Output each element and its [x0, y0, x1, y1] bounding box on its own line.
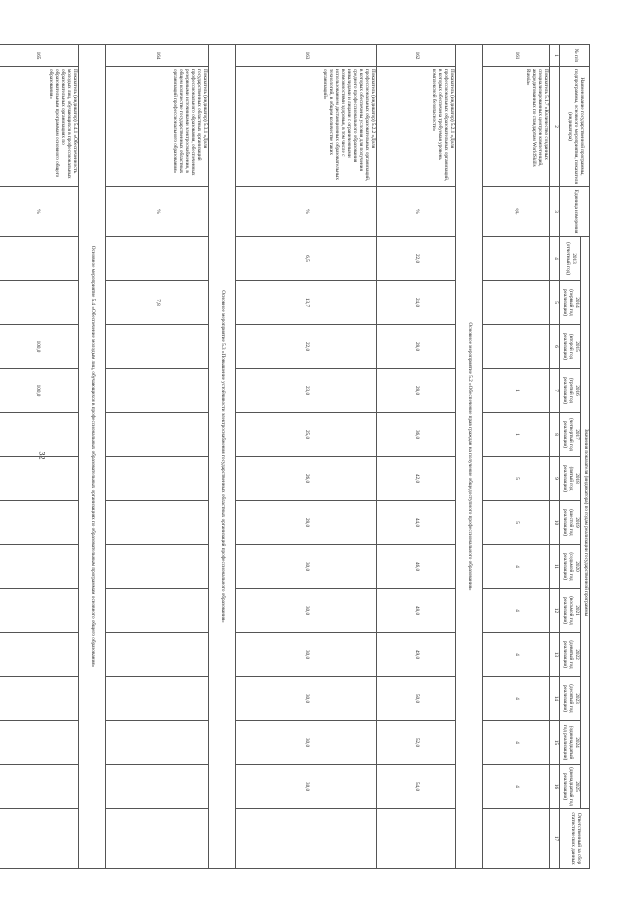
indicator-table: [0, 44, 590, 869]
indicator-value: 30,0: [236, 677, 377, 721]
indicator-value: [0, 281, 79, 325]
year-label: 2015: [574, 341, 581, 352]
indicator-value: 36,0: [377, 413, 456, 457]
column-number: 13: [550, 633, 560, 677]
year-note: (седьмой год реализации): [562, 552, 575, 581]
col-header-values-group: Значения показателя (индикатора) по годам реализации государственной программы: [581, 237, 590, 809]
indicator-value: 46,0: [377, 545, 456, 589]
indicator-value: 1: [483, 369, 550, 413]
indicator-name: Показатель (индикатор) 5.2.1 «Доля профессиональных образовательных организаций, в которых обеспечена требуемая уровень комплексной безопасности»: [377, 67, 456, 187]
column-number: 1: [550, 45, 560, 67]
section-title: Основное мероприятие 5.4 «Обеспечение молодым лиц, обучающихся в профессиональных образовательных организациях по образовательным программам основного общего образования»: [79, 45, 106, 869]
indicator-value: 28,0: [236, 501, 377, 545]
indicator-name: Показатель 5.1.7 «Количество созданных специализированных центров компетенций, аккредитованных по стандартам WorldSkills Russia»: [483, 67, 550, 187]
year-label: 2013: [571, 253, 578, 264]
indicator-unit: %: [0, 187, 79, 237]
column-number: 14: [550, 677, 560, 721]
table-row: [106, 45, 209, 869]
indicator-value: [0, 633, 79, 677]
column-number: 6: [550, 325, 560, 369]
column-number: 17: [550, 809, 560, 869]
indicator-value: 52,0: [377, 721, 456, 765]
indicator-value: 13,7: [236, 281, 377, 325]
col-header-responsible: Ответственный за сбор статистических данных: [560, 809, 590, 869]
column-number: 11: [550, 545, 560, 589]
indicator-value: [0, 721, 79, 765]
col-header-year: [560, 369, 581, 413]
row-number: 161: [483, 45, 550, 67]
row-number: 165: [0, 45, 79, 67]
year-note: (второй год реализации): [562, 332, 575, 361]
indicator-value: 4: [483, 633, 550, 677]
year-note: (отчетный год): [565, 242, 572, 275]
indicator-value: 5: [483, 457, 550, 501]
row-number: 163: [236, 45, 377, 67]
column-number: 2: [550, 67, 560, 187]
indicator-value: 48,0: [377, 589, 456, 633]
indicator-value: 4: [483, 677, 550, 721]
col-header-year: [560, 677, 581, 721]
indicator-value: [106, 545, 209, 589]
indicator-name: Показатель (индикатор) 5.4.1 «Обеспеченность молодых лиц, обучающихся в профессиональных образовательных организациях по образовательным программам основного общего образования»: [0, 67, 79, 187]
indicator-value: 30,0: [236, 589, 377, 633]
section-title: Основное мероприятие 5.3 «Повышение устойчивости электроснабжения государственных областных организаций профессионального образования»: [209, 45, 236, 869]
indicator-value: 54,0: [377, 765, 456, 809]
indicator-value: 30,0: [236, 545, 377, 589]
year-note: (четвертый год реализации): [562, 417, 575, 452]
indicator-name: Показатель (индикатор) 5.2.2 «Доля профессиональных образовательных организаций, в которых обеспечены условия для получения среднего профессионального образования инвалидами и лицами с ограниченными возможностями здоровья, в том числе с использованием дистанционных образовательных технологий, в общем количестве таких организаций»: [236, 67, 377, 187]
indicator-value: [0, 545, 79, 589]
indicator-value: [106, 369, 209, 413]
year-note: (третий год реализации): [562, 376, 575, 405]
year-note: (двенадцатый год реализации): [562, 767, 575, 806]
responsible-cell: [377, 809, 456, 869]
col-header-year: [560, 589, 581, 633]
indicator-value: [0, 501, 79, 545]
year-label: 2021: [574, 605, 581, 616]
indicator-value: [0, 457, 79, 501]
indicator-name: Показатель (индикатор) 5.3.1 «Доля государственных областных организаций профессионального образования, обеспеченных резервными источниками электроснабжения, в общем количестве государственных областных организаций профессионального образования»: [106, 67, 209, 187]
table-row: [0, 45, 79, 869]
indicator-value: [106, 589, 209, 633]
indicator-value: 50,0: [377, 677, 456, 721]
row-number: 162: [377, 45, 456, 67]
indicator-value: 5: [483, 501, 550, 545]
column-number: 5: [550, 281, 560, 325]
indicator-value: [0, 413, 79, 457]
indicator-value: 7,8: [106, 281, 209, 325]
col-header-year: [560, 457, 581, 501]
indicator-value: 100,0: [0, 325, 79, 369]
col-header-year: [560, 501, 581, 545]
col-header-year: [560, 413, 581, 457]
column-number: 10: [550, 501, 560, 545]
indicator-value: [106, 413, 209, 457]
indicator-value: [483, 237, 550, 281]
col-header-year: [560, 765, 581, 809]
year-note: (первый год реализации): [562, 288, 575, 317]
year-note: (восьмой год реализации): [562, 596, 575, 625]
indicator-unit: %: [377, 187, 456, 237]
table-row: [236, 45, 377, 869]
col-header-year: [560, 721, 581, 765]
indicator-value: 28,0: [377, 325, 456, 369]
section-title: Основное мероприятие 5.2 «Обеспечение прав граждан на получение общедоступного профессионального образования»: [456, 45, 483, 869]
year-label: 2022: [574, 649, 581, 660]
year-label: 2023: [574, 693, 581, 704]
column-number: 8: [550, 413, 560, 457]
column-number: 16: [550, 765, 560, 809]
indicator-value: [106, 501, 209, 545]
year-label: 2019: [574, 517, 581, 528]
indicator-value: [106, 633, 209, 677]
indicator-value: [106, 721, 209, 765]
year-label: 2024: [574, 737, 581, 748]
indicator-value: [0, 765, 79, 809]
year-note: (шестой год реализации): [562, 508, 575, 537]
indicator-value: 42,0: [377, 457, 456, 501]
indicator-value: [483, 325, 550, 369]
indicator-value: 4: [483, 589, 550, 633]
responsible-cell: [106, 809, 209, 869]
responsible-cell: [0, 809, 79, 869]
year-label: 2020: [574, 561, 581, 572]
indicator-value: [0, 237, 79, 281]
table-row: [483, 45, 550, 869]
indicator-unit: ед.: [483, 187, 550, 237]
indicator-value: [106, 325, 209, 369]
indicator-value: 1: [483, 413, 550, 457]
indicator-value: 25,0: [236, 413, 377, 457]
indicator-value: 22,0: [377, 237, 456, 281]
year-label: 2025: [574, 781, 581, 792]
indicator-value: 100,0: [0, 369, 79, 413]
indicator-value: 4: [483, 545, 550, 589]
indicator-value: 26,0: [236, 457, 377, 501]
table-row: [377, 45, 456, 869]
year-note: (пятый год реализации): [562, 464, 575, 493]
indicator-value: 30,0: [236, 765, 377, 809]
indicator-unit: %: [106, 187, 209, 237]
column-number: 12: [550, 589, 560, 633]
col-header-year: [560, 633, 581, 677]
indicator-value: 28,0: [377, 369, 456, 413]
col-header-year: [560, 237, 581, 281]
year-label: 2018: [574, 473, 581, 484]
page-number: 32: [37, 451, 47, 460]
column-number: 3: [550, 187, 560, 237]
year-note: (одиннадцатый год реализации): [562, 724, 575, 761]
indicator-value: 30,0: [236, 633, 377, 677]
row-number: 164: [106, 45, 209, 67]
indicator-value: [0, 589, 79, 633]
indicator-value: [0, 677, 79, 721]
col-header-name: Наименование государственной программы, подпрограммы, основного мероприятия, показателя (индикатора): [560, 67, 590, 187]
section-row: [456, 45, 483, 869]
indicator-value: [106, 457, 209, 501]
indicator-unit: %: [236, 187, 377, 237]
indicator-value: [106, 237, 209, 281]
section-row: [79, 45, 106, 869]
column-number: 7: [550, 369, 560, 413]
indicator-value: 4: [483, 721, 550, 765]
col-header-year: [560, 545, 581, 589]
year-label: 2016: [574, 385, 581, 396]
responsible-cell: [236, 809, 377, 869]
indicator-value: 24,0: [377, 281, 456, 325]
indicator-value: 49,0: [377, 633, 456, 677]
year-label: 2014: [574, 297, 581, 308]
indicator-value: 4: [483, 765, 550, 809]
col-header-unit: Единица измерения: [560, 187, 590, 237]
indicator-value: 44,0: [377, 501, 456, 545]
responsible-cell: [483, 809, 550, 869]
indicator-value: 23,0: [236, 369, 377, 413]
col-header-num: № п/п: [560, 45, 590, 67]
col-header-year: [560, 325, 581, 369]
year-note: (девятый год реализации): [562, 640, 575, 669]
indicator-value: 6,5: [236, 237, 377, 281]
indicator-value: 30,0: [236, 721, 377, 765]
column-number: 4: [550, 237, 560, 281]
indicator-value: 22,0: [236, 325, 377, 369]
section-row: [209, 45, 236, 869]
indicator-value: [106, 765, 209, 809]
year-note: (десятый год реализации): [562, 684, 575, 713]
year-label: 2017: [574, 429, 581, 440]
column-number: 9: [550, 457, 560, 501]
indicator-value: [483, 281, 550, 325]
indicator-value: [106, 677, 209, 721]
col-header-year: [560, 281, 581, 325]
column-number: 15: [550, 721, 560, 765]
